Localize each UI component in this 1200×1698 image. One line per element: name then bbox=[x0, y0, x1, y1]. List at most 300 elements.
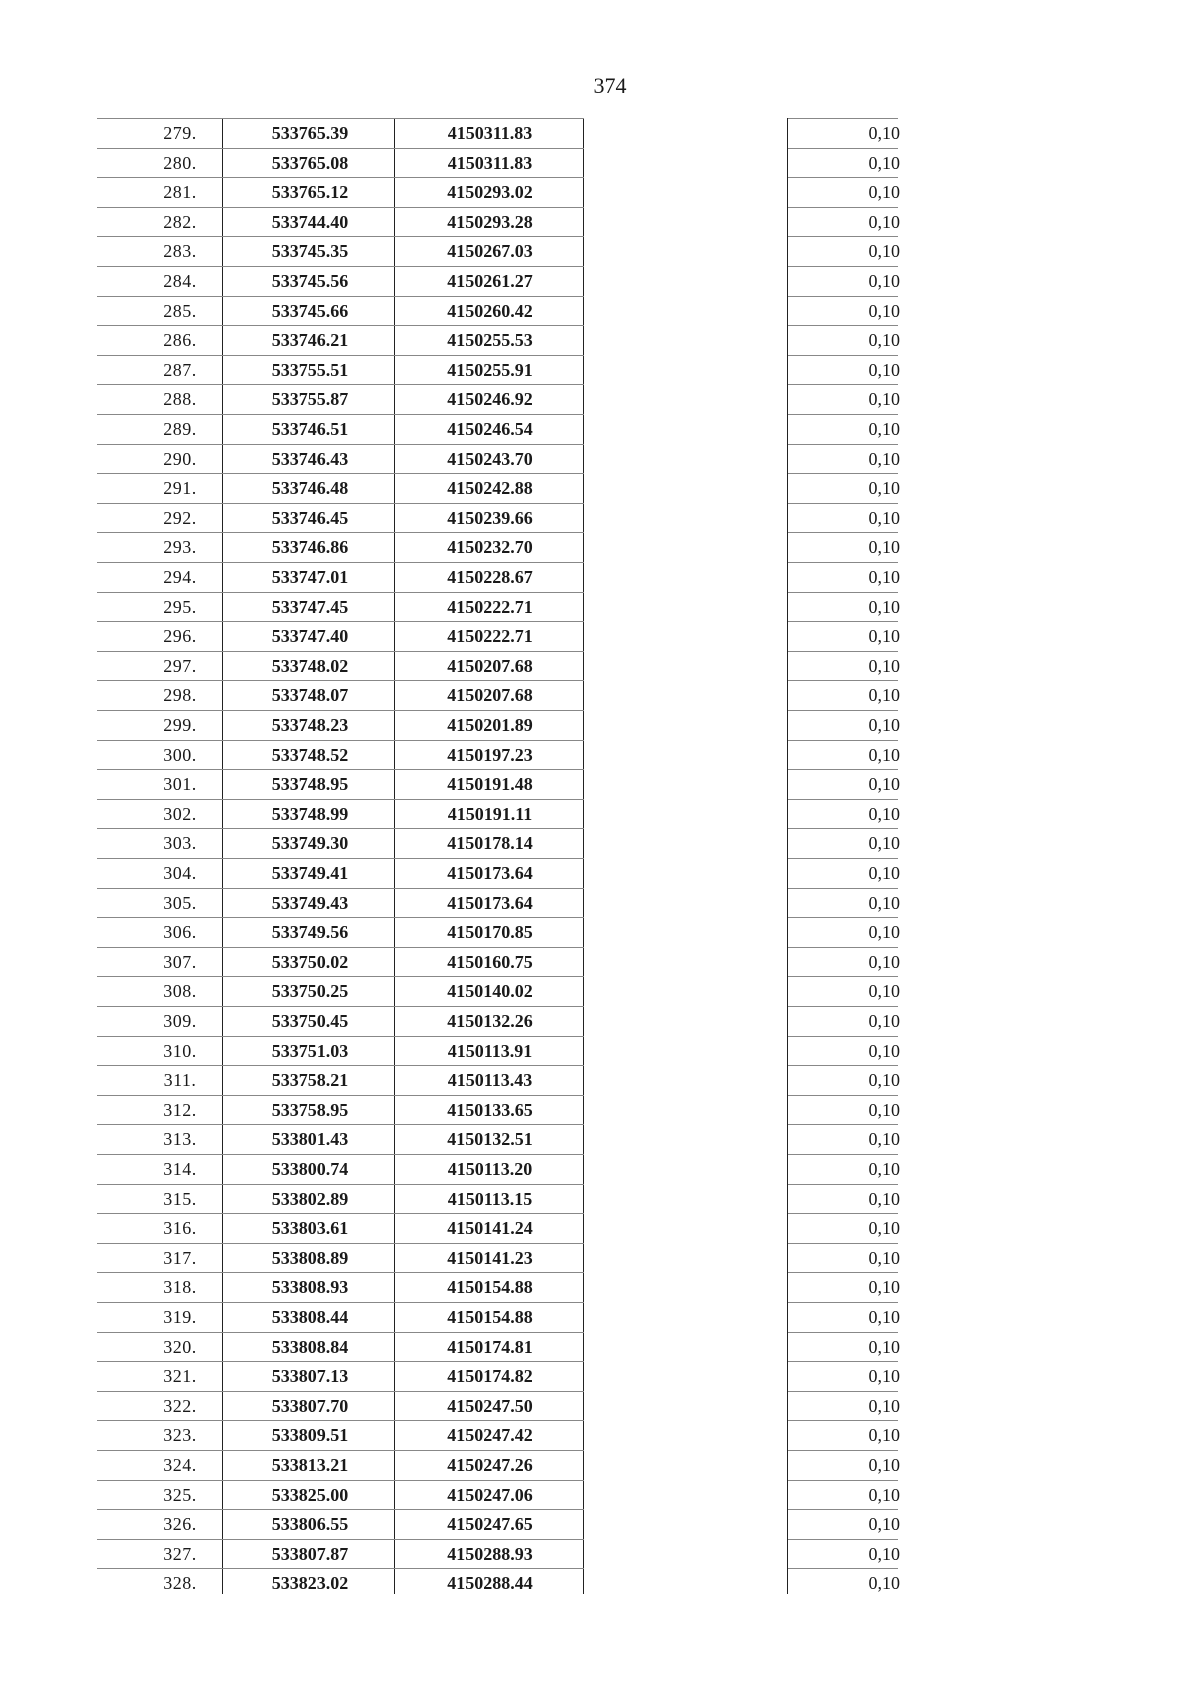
accuracy-value: 0,10 bbox=[868, 1011, 900, 1031]
table-row bbox=[0, 1095, 1200, 1125]
y-coordinate: 4150247.06 bbox=[447, 1484, 533, 1505]
x-coordinate: 533745.66 bbox=[271, 300, 349, 321]
row-divider bbox=[788, 562, 898, 563]
accuracy-value: 0,10 bbox=[868, 478, 900, 499]
point-number: 298. bbox=[163, 685, 197, 706]
point-number: 306. bbox=[163, 922, 197, 943]
accuracy-value: 0,10 bbox=[868, 359, 900, 380]
row-divider bbox=[97, 325, 584, 326]
x-coordinate: 533758.21 bbox=[271, 1070, 349, 1091]
accuracy-value: 0,10 bbox=[868, 448, 900, 469]
table-row bbox=[0, 236, 1200, 266]
row-divider bbox=[788, 384, 898, 385]
point-number: 321. bbox=[163, 1366, 197, 1387]
accuracy-value: 0,10 bbox=[868, 1425, 900, 1446]
point-number: 307. bbox=[163, 951, 197, 972]
y-coordinate: 4150247.50 bbox=[447, 1395, 533, 1416]
x-coordinate: 533755.87 bbox=[271, 389, 349, 410]
y-coordinate: 4150288.93 bbox=[447, 1543, 533, 1564]
y-coordinate: 4150207.68 bbox=[447, 685, 533, 706]
row-divider bbox=[788, 118, 898, 119]
point-number: 317. bbox=[163, 1247, 197, 1268]
y-coordinate: 4150228.67 bbox=[447, 567, 533, 587]
x-coordinate: 533747.01 bbox=[271, 567, 349, 587]
row-divider bbox=[97, 1154, 584, 1155]
row-divider bbox=[788, 503, 898, 504]
accuracy-value: 0,10 bbox=[868, 300, 900, 321]
table-row bbox=[0, 562, 1200, 592]
accuracy-value: 0,10 bbox=[868, 507, 900, 528]
accuracy-value: 0,10 bbox=[868, 655, 900, 676]
y-coordinate: 4150222.71 bbox=[447, 596, 533, 617]
row-divider bbox=[788, 414, 898, 415]
row-divider bbox=[788, 1036, 898, 1037]
row-divider bbox=[97, 473, 584, 474]
row-divider bbox=[97, 769, 584, 770]
accuracy-value: 0,10 bbox=[868, 1188, 900, 1209]
row-divider bbox=[97, 384, 584, 385]
row-divider bbox=[788, 444, 898, 445]
row-divider bbox=[97, 1272, 584, 1273]
accuracy-value: 0,10 bbox=[868, 211, 900, 232]
accuracy-value: 0,10 bbox=[868, 567, 900, 587]
row-divider bbox=[97, 1420, 584, 1421]
table-row bbox=[0, 1124, 1200, 1154]
table-row bbox=[0, 592, 1200, 622]
accuracy-value: 0,10 bbox=[868, 1395, 900, 1416]
accuracy-value: 0,10 bbox=[868, 774, 900, 795]
y-coordinate: 4150132.51 bbox=[447, 1129, 533, 1150]
point-number: 313. bbox=[163, 1129, 197, 1150]
table-row bbox=[0, 888, 1200, 918]
y-coordinate: 4150160.75 bbox=[447, 951, 533, 972]
page-number: 374 bbox=[593, 73, 627, 98]
x-coordinate: 533749.43 bbox=[271, 892, 349, 913]
row-divider bbox=[97, 1480, 584, 1481]
point-number: 285. bbox=[163, 300, 197, 321]
x-coordinate: 533807.70 bbox=[271, 1395, 349, 1416]
accuracy-value: 0,10 bbox=[868, 1129, 900, 1150]
row-divider bbox=[97, 592, 584, 593]
table-row bbox=[0, 710, 1200, 740]
x-coordinate: 533750.02 bbox=[271, 951, 349, 972]
y-coordinate: 4150191.48 bbox=[447, 774, 533, 795]
table-row bbox=[0, 1450, 1200, 1480]
row-divider bbox=[97, 1006, 584, 1007]
accuracy-value: 0,10 bbox=[868, 152, 900, 173]
row-divider bbox=[97, 651, 584, 652]
table-row bbox=[0, 414, 1200, 444]
row-divider bbox=[97, 888, 584, 889]
y-coordinate: 4150201.89 bbox=[447, 715, 533, 735]
y-coordinate: 4150141.23 bbox=[447, 1247, 533, 1268]
row-divider bbox=[788, 1006, 898, 1007]
y-coordinate: 4150232.70 bbox=[447, 537, 533, 558]
y-coordinate: 4150191.11 bbox=[447, 803, 533, 824]
table-row bbox=[0, 1391, 1200, 1421]
row-divider bbox=[97, 1450, 584, 1451]
row-divider bbox=[788, 1391, 898, 1392]
row-divider bbox=[788, 680, 898, 681]
table-row bbox=[0, 1272, 1200, 1302]
accuracy-value: 0,10 bbox=[868, 1336, 900, 1357]
y-coordinate: 4150133.65 bbox=[447, 1099, 533, 1120]
table-row bbox=[0, 532, 1200, 562]
row-divider bbox=[788, 1154, 898, 1155]
table-row bbox=[0, 680, 1200, 710]
point-number: 283. bbox=[163, 241, 197, 262]
x-coordinate: 533746.86 bbox=[271, 537, 349, 558]
row-divider bbox=[788, 621, 898, 622]
row-divider bbox=[97, 503, 584, 504]
point-number: 327. bbox=[163, 1543, 197, 1564]
accuracy-value: 0,10 bbox=[868, 596, 900, 617]
row-divider bbox=[788, 1243, 898, 1244]
point-number: 315. bbox=[163, 1188, 197, 1209]
y-coordinate: 4150132.26 bbox=[447, 1011, 533, 1031]
y-coordinate: 4150247.42 bbox=[447, 1425, 533, 1446]
table-row bbox=[0, 621, 1200, 651]
x-coordinate: 533813.21 bbox=[271, 1455, 349, 1475]
x-coordinate: 533748.52 bbox=[271, 744, 349, 765]
row-divider bbox=[788, 858, 898, 859]
row-divider bbox=[97, 1036, 584, 1037]
table-row bbox=[0, 177, 1200, 207]
accuracy-value: 0,10 bbox=[868, 863, 900, 883]
row-divider bbox=[97, 917, 584, 918]
row-divider bbox=[97, 532, 584, 533]
table-row bbox=[0, 473, 1200, 503]
table-row bbox=[0, 1184, 1200, 1214]
x-coordinate: 533747.40 bbox=[271, 626, 349, 647]
row-divider bbox=[788, 976, 898, 977]
y-coordinate: 4150207.68 bbox=[447, 655, 533, 676]
y-coordinate: 4150113.91 bbox=[447, 1040, 533, 1061]
point-number: 305. bbox=[163, 892, 197, 913]
row-divider bbox=[788, 888, 898, 889]
table-row bbox=[0, 355, 1200, 385]
accuracy-value: 0,10 bbox=[868, 330, 900, 351]
accuracy-value: 0,10 bbox=[868, 1307, 900, 1327]
table-row bbox=[0, 947, 1200, 977]
y-coordinate: 4150174.82 bbox=[447, 1366, 533, 1387]
accuracy-value: 0,10 bbox=[868, 1099, 900, 1120]
table-row bbox=[0, 1509, 1200, 1539]
row-divider bbox=[788, 207, 898, 208]
table-row bbox=[0, 828, 1200, 858]
row-divider bbox=[97, 710, 584, 711]
table-row bbox=[0, 296, 1200, 326]
point-number: 296. bbox=[163, 626, 197, 647]
row-divider bbox=[97, 355, 584, 356]
row-divider bbox=[788, 1272, 898, 1273]
point-number: 288. bbox=[163, 389, 197, 410]
table-row bbox=[0, 1332, 1200, 1362]
table-row bbox=[0, 444, 1200, 474]
table-row bbox=[0, 858, 1200, 888]
row-divider bbox=[788, 1539, 898, 1540]
point-number: 299. bbox=[163, 715, 197, 735]
x-coordinate: 533749.56 bbox=[271, 922, 349, 943]
point-number: 286. bbox=[163, 330, 197, 351]
row-divider bbox=[788, 769, 898, 770]
row-divider bbox=[97, 562, 584, 563]
x-coordinate: 533803.61 bbox=[271, 1218, 349, 1239]
table-row bbox=[0, 651, 1200, 681]
accuracy-value: 0,10 bbox=[868, 271, 900, 291]
x-coordinate: 533807.13 bbox=[271, 1366, 349, 1387]
x-coordinate: 533749.30 bbox=[271, 833, 349, 854]
table-row bbox=[0, 148, 1200, 178]
x-coordinate: 533748.23 bbox=[271, 715, 349, 735]
accuracy-value: 0,10 bbox=[868, 951, 900, 972]
point-number: 300. bbox=[163, 744, 197, 765]
accuracy-value: 0,10 bbox=[868, 744, 900, 765]
x-coordinate: 533745.35 bbox=[271, 241, 349, 262]
x-coordinate: 533808.93 bbox=[271, 1277, 349, 1298]
point-number: 310. bbox=[163, 1040, 197, 1061]
y-coordinate: 4150173.64 bbox=[447, 892, 533, 913]
accuracy-value: 0,10 bbox=[868, 1070, 900, 1091]
point-number: 311. bbox=[163, 1070, 197, 1091]
point-number: 312. bbox=[163, 1099, 197, 1120]
row-divider bbox=[788, 325, 898, 326]
y-coordinate: 4150239.66 bbox=[447, 507, 533, 528]
row-divider bbox=[788, 740, 898, 741]
x-coordinate: 533800.74 bbox=[271, 1159, 349, 1179]
row-divider bbox=[97, 1095, 584, 1096]
y-coordinate: 4150247.26 bbox=[447, 1455, 533, 1475]
accuracy-value: 0,10 bbox=[868, 981, 900, 1002]
x-coordinate: 533765.12 bbox=[271, 182, 349, 203]
x-coordinate: 533808.84 bbox=[271, 1336, 349, 1357]
y-coordinate: 4150261.27 bbox=[447, 271, 533, 291]
point-number: 316. bbox=[163, 1218, 197, 1239]
accuracy-value: 0,10 bbox=[868, 626, 900, 647]
point-number: 297. bbox=[163, 655, 197, 676]
x-coordinate: 533746.21 bbox=[271, 330, 349, 351]
table-row bbox=[0, 1539, 1200, 1569]
row-divider bbox=[97, 621, 584, 622]
row-divider bbox=[788, 148, 898, 149]
point-number: 280. bbox=[163, 152, 197, 173]
x-coordinate: 533745.56 bbox=[271, 271, 349, 291]
point-number: 320. bbox=[163, 1336, 197, 1357]
row-divider bbox=[97, 1184, 584, 1185]
row-divider bbox=[97, 148, 584, 149]
point-number: 324. bbox=[163, 1455, 197, 1475]
point-number: 289. bbox=[163, 419, 197, 439]
point-number: 295. bbox=[163, 596, 197, 617]
table-row bbox=[0, 799, 1200, 829]
accuracy-value: 0,10 bbox=[868, 1514, 900, 1535]
accuracy-value: 0,10 bbox=[868, 182, 900, 203]
point-number: 318. bbox=[163, 1277, 197, 1298]
point-number: 291. bbox=[163, 478, 197, 499]
point-number: 319. bbox=[163, 1307, 197, 1327]
row-divider bbox=[788, 1361, 898, 1362]
x-coordinate: 533748.99 bbox=[271, 803, 349, 824]
row-divider bbox=[97, 680, 584, 681]
row-divider bbox=[788, 651, 898, 652]
table-row bbox=[0, 207, 1200, 237]
row-divider bbox=[97, 1361, 584, 1362]
accuracy-value: 0,10 bbox=[868, 715, 900, 735]
y-coordinate: 4150154.88 bbox=[447, 1277, 533, 1298]
accuracy-value: 0,10 bbox=[868, 1277, 900, 1298]
y-coordinate: 4150113.43 bbox=[447, 1070, 533, 1091]
accuracy-value: 0,10 bbox=[868, 1040, 900, 1061]
x-coordinate: 533749.41 bbox=[271, 863, 349, 883]
point-number: 323. bbox=[163, 1425, 197, 1446]
x-coordinate: 533758.95 bbox=[271, 1099, 349, 1120]
row-divider bbox=[97, 236, 584, 237]
table-row bbox=[0, 384, 1200, 414]
accuracy-value: 0,10 bbox=[868, 1484, 900, 1505]
x-coordinate: 533750.25 bbox=[271, 981, 349, 1002]
x-coordinate: 533746.43 bbox=[271, 448, 349, 469]
row-divider bbox=[97, 1568, 584, 1569]
accuracy-value: 0,10 bbox=[868, 1159, 900, 1179]
y-coordinate: 4150141.24 bbox=[447, 1218, 533, 1239]
row-divider bbox=[788, 1420, 898, 1421]
row-divider bbox=[788, 592, 898, 593]
y-coordinate: 4150197.23 bbox=[447, 744, 533, 765]
y-coordinate: 4150174.81 bbox=[447, 1336, 533, 1357]
row-divider bbox=[788, 1450, 898, 1451]
accuracy-value: 0,10 bbox=[868, 1218, 900, 1239]
x-coordinate: 533808.44 bbox=[271, 1307, 349, 1327]
accuracy-value: 0,10 bbox=[868, 537, 900, 558]
y-coordinate: 4150311.83 bbox=[447, 152, 533, 173]
x-coordinate: 533809.51 bbox=[271, 1425, 349, 1446]
point-number: 314. bbox=[163, 1159, 197, 1179]
point-number: 308. bbox=[163, 981, 197, 1002]
row-divider bbox=[788, 1568, 898, 1569]
accuracy-value: 0,10 bbox=[868, 1366, 900, 1387]
row-divider bbox=[788, 1480, 898, 1481]
table-row bbox=[0, 1154, 1200, 1184]
row-divider bbox=[97, 177, 584, 178]
row-divider bbox=[788, 532, 898, 533]
row-divider bbox=[97, 444, 584, 445]
y-coordinate: 4150113.15 bbox=[447, 1188, 533, 1209]
y-coordinate: 4150255.91 bbox=[447, 359, 533, 380]
table-row bbox=[0, 503, 1200, 533]
y-coordinate: 4150113.20 bbox=[447, 1159, 533, 1179]
x-coordinate: 533806.55 bbox=[271, 1514, 349, 1535]
row-divider bbox=[788, 1124, 898, 1125]
row-divider bbox=[97, 1509, 584, 1510]
accuracy-value: 0,10 bbox=[868, 833, 900, 854]
x-coordinate: 533748.95 bbox=[271, 774, 349, 795]
row-divider bbox=[97, 1302, 584, 1303]
point-number: 326. bbox=[163, 1514, 197, 1535]
accuracy-value: 0,10 bbox=[868, 1455, 900, 1475]
y-coordinate: 4150173.64 bbox=[447, 863, 533, 883]
point-number: 279. bbox=[163, 123, 197, 143]
row-divider bbox=[788, 266, 898, 267]
row-divider bbox=[788, 236, 898, 237]
table-row bbox=[0, 1480, 1200, 1510]
row-divider bbox=[788, 917, 898, 918]
y-coordinate: 4150293.28 bbox=[447, 211, 533, 232]
point-number: 281. bbox=[163, 182, 197, 203]
y-coordinate: 4150178.14 bbox=[447, 833, 533, 854]
row-divider bbox=[97, 1539, 584, 1540]
x-coordinate: 533808.89 bbox=[271, 1247, 349, 1268]
row-divider bbox=[97, 296, 584, 297]
table-row bbox=[0, 266, 1200, 296]
row-divider bbox=[97, 1065, 584, 1066]
x-coordinate: 533744.40 bbox=[271, 211, 349, 232]
point-number: 287. bbox=[163, 359, 197, 380]
x-coordinate: 533825.00 bbox=[271, 1484, 349, 1505]
row-divider bbox=[788, 1065, 898, 1066]
table-row bbox=[0, 1243, 1200, 1273]
point-number: 284. bbox=[163, 271, 197, 291]
point-number: 328. bbox=[163, 1573, 197, 1594]
row-divider bbox=[97, 414, 584, 415]
table-row bbox=[0, 1065, 1200, 1095]
y-coordinate: 4150255.53 bbox=[447, 330, 533, 351]
row-divider bbox=[788, 296, 898, 297]
accuracy-value: 0,10 bbox=[868, 922, 900, 943]
accuracy-value: 0,10 bbox=[868, 892, 900, 913]
table-row bbox=[0, 325, 1200, 355]
x-coordinate: 533807.87 bbox=[271, 1543, 349, 1564]
row-divider bbox=[97, 1124, 584, 1125]
point-number: 303. bbox=[163, 833, 197, 854]
x-coordinate: 533748.02 bbox=[271, 655, 349, 676]
row-divider bbox=[97, 118, 584, 119]
row-divider bbox=[97, 1213, 584, 1214]
table-row bbox=[0, 1213, 1200, 1243]
y-coordinate: 4150242.88 bbox=[447, 478, 533, 499]
x-coordinate: 533748.07 bbox=[271, 685, 349, 706]
accuracy-value: 0,10 bbox=[868, 803, 900, 824]
x-coordinate: 533746.51 bbox=[271, 419, 349, 439]
accuracy-value: 0,10 bbox=[868, 241, 900, 262]
accuracy-value: 0,10 bbox=[868, 1247, 900, 1268]
x-coordinate: 533747.45 bbox=[271, 596, 349, 617]
row-divider bbox=[97, 266, 584, 267]
row-divider bbox=[788, 710, 898, 711]
row-divider bbox=[788, 1095, 898, 1096]
row-divider bbox=[97, 976, 584, 977]
y-coordinate: 4150311.83 bbox=[447, 123, 533, 143]
y-coordinate: 4150246.54 bbox=[447, 419, 533, 439]
accuracy-value: 0,10 bbox=[868, 123, 900, 143]
x-coordinate: 533751.03 bbox=[271, 1040, 349, 1061]
y-coordinate: 4150222.71 bbox=[447, 626, 533, 647]
row-divider bbox=[788, 1302, 898, 1303]
row-divider bbox=[788, 355, 898, 356]
accuracy-value: 0,10 bbox=[868, 419, 900, 439]
x-coordinate: 533765.39 bbox=[271, 123, 349, 143]
y-coordinate: 4150246.92 bbox=[447, 389, 533, 410]
row-divider bbox=[788, 1213, 898, 1214]
row-divider bbox=[97, 207, 584, 208]
y-coordinate: 4150247.65 bbox=[447, 1514, 533, 1535]
x-coordinate: 533765.08 bbox=[271, 152, 349, 173]
y-coordinate: 4150288.44 bbox=[447, 1573, 533, 1594]
table-row bbox=[0, 1420, 1200, 1450]
accuracy-value: 0,10 bbox=[868, 1543, 900, 1564]
point-number: 301. bbox=[163, 774, 197, 795]
point-number: 294. bbox=[163, 567, 197, 587]
y-coordinate: 4150243.70 bbox=[447, 448, 533, 469]
